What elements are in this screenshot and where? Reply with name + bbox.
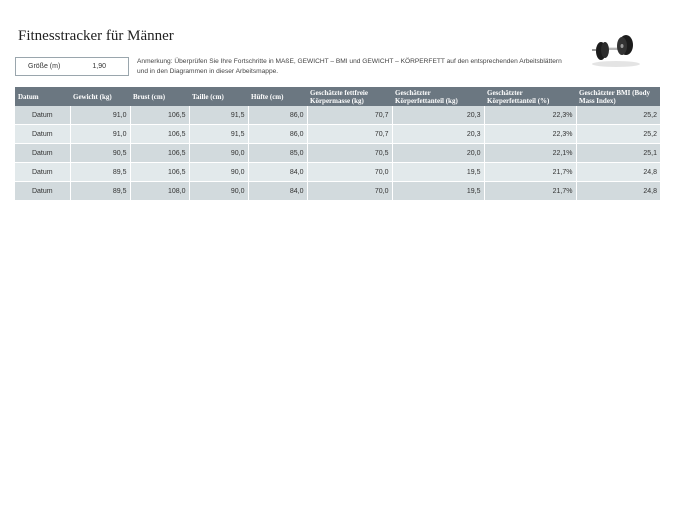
height-value[interactable]: 1,90 <box>92 63 106 70</box>
cell-fettfreie-masse[interactable]: 70,0 <box>307 182 392 201</box>
cell-fettanteil-kg[interactable]: 19,5 <box>392 182 484 201</box>
cell-taille[interactable]: 91,5 <box>189 125 248 144</box>
cell-taille[interactable]: 90,0 <box>189 182 248 201</box>
cell-bmi[interactable]: 24,8 <box>576 182 660 201</box>
table-row <box>15 182 660 201</box>
header-fettfreie-masse[interactable]: Geschätzte fettfreie Körpermasse (kg) <box>307 87 392 106</box>
cell-fettanteil-kg[interactable]: 20,0 <box>392 144 484 163</box>
cell-bmi[interactable]: 24,8 <box>576 163 660 182</box>
cell-datum[interactable]: Datum <box>15 106 70 125</box>
cell-huefte[interactable]: 84,0 <box>248 163 307 182</box>
cell-fettfreie-masse[interactable]: 70,5 <box>307 144 392 163</box>
header-brust[interactable]: Brust (cm) <box>130 87 189 106</box>
header-gewicht[interactable]: Gewicht (kg) <box>70 87 130 106</box>
cell-fettfreie-masse[interactable]: 70,7 <box>307 125 392 144</box>
note-text: Anmerkung: Überprüfen Sie Ihre Fortschritte in MAßE, GEWICHT – BMI und GEWICHT – KÖRPERFETT auf den entsprechenden Arbeitsblättern und in den Diagrammen in dieser Arbeitsmappe. <box>137 58 562 75</box>
cell-fettanteil-pct[interactable]: 22,3% <box>484 125 576 144</box>
cell-huefte[interactable]: 86,0 <box>248 125 307 144</box>
cell-datum[interactable]: Datum <box>15 182 70 201</box>
cell-fettanteil-pct[interactable]: 21,7% <box>484 182 576 201</box>
cell-gewicht[interactable]: 89,5 <box>70 182 130 201</box>
cell-huefte[interactable]: 86,0 <box>248 106 307 125</box>
cell-huefte[interactable]: 85,0 <box>248 144 307 163</box>
dumbbell-icon <box>586 28 642 68</box>
cell-taille[interactable]: 90,0 <box>189 163 248 182</box>
cell-bmi[interactable]: 25,2 <box>576 125 660 144</box>
cell-brust[interactable]: 108,0 <box>130 182 189 201</box>
cell-gewicht[interactable]: 90,5 <box>70 144 130 163</box>
cell-fettanteil-kg[interactable]: 19,5 <box>392 163 484 182</box>
height-field[interactable] <box>15 57 129 76</box>
header-datum[interactable]: Datum <box>15 87 70 106</box>
cell-datum[interactable]: Datum <box>15 125 70 144</box>
table-row <box>15 125 660 144</box>
table-row <box>15 163 660 182</box>
cell-fettanteil-kg[interactable]: 20,3 <box>392 106 484 125</box>
header-taille[interactable]: Taille (cm) <box>189 87 248 106</box>
cell-fettanteil-pct[interactable]: 22,3% <box>484 106 576 125</box>
table-row <box>15 144 660 163</box>
cell-huefte[interactable]: 84,0 <box>248 182 307 201</box>
height-label: Größe (m) <box>28 63 61 70</box>
header-fettanteil-pct[interactable]: Geschätzter Körperfettanteil (%) <box>484 87 576 106</box>
cell-gewicht[interactable]: 91,0 <box>70 125 130 144</box>
cell-taille[interactable]: 90,0 <box>189 144 248 163</box>
cell-fettanteil-pct[interactable]: 22,1% <box>484 144 576 163</box>
header-bmi[interactable]: Geschätzter BMI (Body Mass Index) <box>576 87 660 106</box>
cell-bmi[interactable]: 25,1 <box>576 144 660 163</box>
cell-fettanteil-kg[interactable]: 20,3 <box>392 125 484 144</box>
page-title: Fitnesstracker für Männer <box>18 28 174 44</box>
cell-fettanteil-pct[interactable]: 21,7% <box>484 163 576 182</box>
table-header-row <box>15 87 660 106</box>
cell-fettfreie-masse[interactable]: 70,7 <box>307 106 392 125</box>
cell-taille[interactable]: 91,5 <box>189 106 248 125</box>
cell-gewicht[interactable]: 89,5 <box>70 163 130 182</box>
header-fettanteil-kg[interactable]: Geschätzter Körperfettanteil (kg) <box>392 87 484 106</box>
cell-datum[interactable]: Datum <box>15 144 70 163</box>
cell-brust[interactable]: 106,5 <box>130 106 189 125</box>
table-row <box>15 106 660 125</box>
cell-brust[interactable]: 106,5 <box>130 144 189 163</box>
cell-brust[interactable]: 106,5 <box>130 163 189 182</box>
cell-bmi[interactable]: 25,2 <box>576 106 660 125</box>
cell-fettfreie-masse[interactable]: 70,0 <box>307 163 392 182</box>
header-huefte[interactable]: Hüfte (cm) <box>248 87 307 106</box>
cell-datum[interactable]: Datum <box>15 163 70 182</box>
cell-gewicht[interactable]: 91,0 <box>70 106 130 125</box>
cell-brust[interactable]: 106,5 <box>130 125 189 144</box>
tracker-table <box>15 87 660 201</box>
